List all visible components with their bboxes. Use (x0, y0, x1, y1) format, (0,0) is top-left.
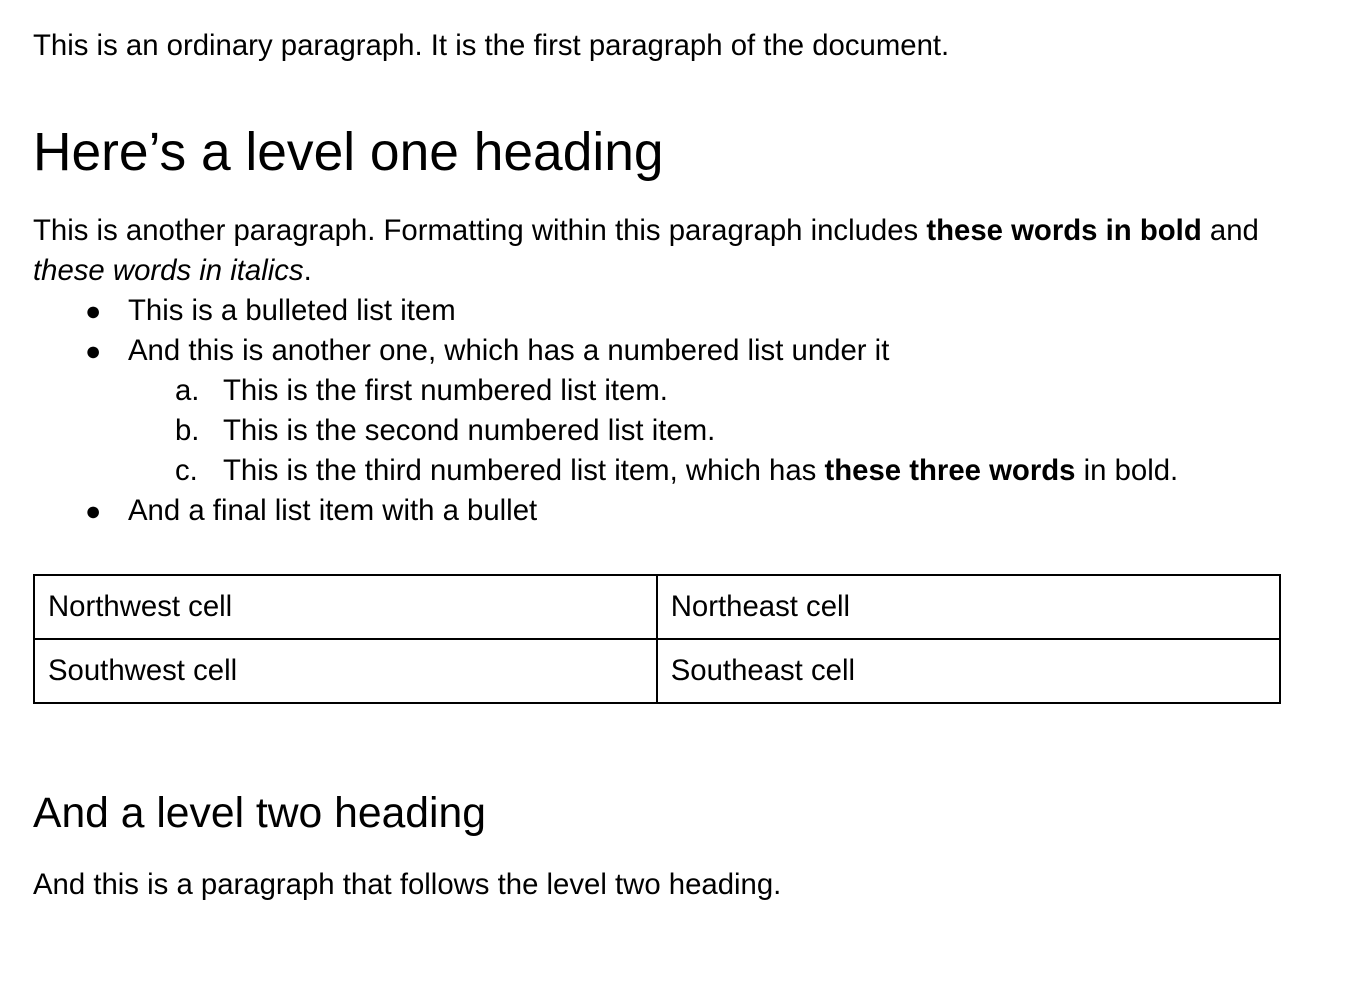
list-item-text (223, 451, 1327, 491)
list-item (33, 291, 1327, 331)
two-by-two-table (33, 574, 1281, 704)
list-letter-marker: c. (175, 453, 198, 487)
bulleted-list (33, 291, 1327, 531)
list-text-run: in bold. (1075, 453, 1179, 487)
table-cell-southwest: Southwest cell (34, 639, 657, 703)
level-two-heading: And a level two heading (33, 788, 486, 837)
list-item (33, 331, 1327, 371)
table-row (34, 639, 1280, 703)
final-paragraph: And this is a paragraph that follows the level two heading. (33, 867, 782, 901)
list-item-text: And a final list item with a bullet (128, 493, 538, 527)
list-text-run: This is the third numbered list item, which has (223, 453, 825, 487)
bold-text-run: these words in bold (926, 213, 1202, 247)
italic-text-run: these words in italics (33, 253, 304, 287)
list-item-text: And this is another one, which has a numbered list under it (128, 333, 890, 367)
first-paragraph: This is an ordinary paragraph. It is the first paragraph of the document. (33, 29, 950, 62)
table-cell-southeast: Southeast cell (657, 639, 1280, 703)
bold-text-run: these three words (824, 453, 1076, 487)
numbered-list-item (33, 371, 1327, 411)
level-one-heading: Here’s a level one heading (33, 123, 664, 182)
list-item (33, 491, 1327, 531)
list-item-text: This is a bulleted list item (128, 293, 456, 327)
table-cell-northwest: Northwest cell (34, 575, 657, 639)
paragraph-text-run: and (1201, 213, 1259, 247)
paragraph-text-run: . (303, 253, 312, 287)
table-cell-northeast: Northeast cell (657, 575, 1280, 639)
list-letter-marker: b. (175, 413, 200, 447)
second-paragraph (33, 211, 1327, 291)
numbered-list-item (33, 451, 1327, 491)
table-row (34, 575, 1280, 639)
bullet-icon: ● (85, 295, 102, 326)
bullet-icon: ● (85, 335, 102, 366)
list-item-text: This is the second numbered list item. (223, 413, 716, 447)
paragraph-text-run: This is another paragraph. Formatting within this paragraph includes (33, 213, 927, 247)
numbered-list-item (33, 411, 1327, 451)
list-item-text: This is the first numbered list item. (223, 373, 668, 407)
bullet-icon: ● (85, 495, 102, 526)
list-letter-marker: a. (175, 373, 200, 407)
